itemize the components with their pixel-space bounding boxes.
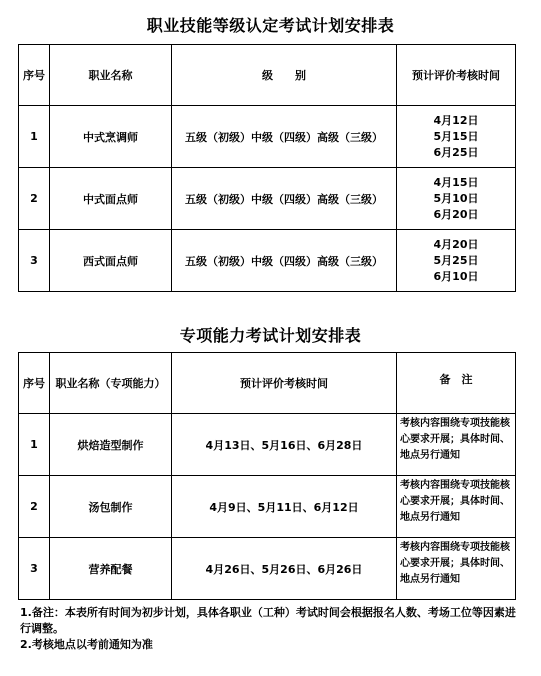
date: 4月12日 [433,113,479,127]
footnotes [20,605,525,653]
table-row [19,106,516,168]
header-no: 序号 [19,45,50,106]
header-name: 职业名称（专项能力） [50,353,172,414]
date: 5月10日 [433,191,479,205]
row-dates [397,106,516,168]
row-no: 1 [19,106,50,168]
date: 6月25日 [433,145,479,159]
special-ability-table [18,352,516,600]
table2-title: 专项能力考试计划安排表 [179,326,362,345]
header-time: 预计评价考核时间 [172,353,397,414]
date: 6月10日 [433,269,479,283]
date: 5月15日 [433,129,479,143]
table-header-row [19,45,516,106]
row-level: 五级（初级）中级（四级）高级（三级） [172,168,397,230]
row-remark: 考核内容围绕专项技能核心要求开展；具体时间、地点另行通知 [397,414,516,476]
row-time: 4月13日、5月16日、6月28日 [172,414,397,476]
header-time: 预计评价考核时间 [397,45,516,106]
row-level: 五级（初级）中级（四级）高级（三级） [172,230,397,292]
skill-level-table [18,44,516,292]
row-remark: 考核内容围绕专项技能核心要求开展；具体时间、地点另行通知 [397,538,516,600]
row-name: 西式面点师 [50,230,172,292]
header-remark: 备 注 [397,353,516,414]
date: 4月20日 [433,237,479,251]
table-row [19,538,516,600]
header-name: 职业名称 [50,45,172,106]
footnote-1: 1.备注：本表所有时间为初步计划，具体各职业（工种）考试时间会根据报名人数、考场工位等因素进行调整。 [20,606,516,635]
date: 5月25日 [433,253,479,267]
header-no: 序号 [19,353,50,414]
row-name: 中式烹调师 [50,106,172,168]
row-remark: 考核内容围绕专项技能核心要求开展；具体时间、地点另行通知 [397,476,516,538]
row-dates [397,230,516,292]
table-row [19,230,516,292]
date: 4月15日 [433,175,479,189]
row-no: 1 [19,414,50,476]
table-row [19,476,516,538]
row-name: 营养配餐 [50,538,172,600]
table-row [19,168,516,230]
row-time: 4月9日、5月11日、6月12日 [172,476,397,538]
row-name: 汤包制作 [50,476,172,538]
row-level: 五级（初级）中级（四级）高级（三级） [172,106,397,168]
row-time: 4月26日、5月26日、6月26日 [172,538,397,600]
row-dates [397,168,516,230]
table-header-row [19,353,516,414]
header-level: 级 别 [172,45,397,106]
row-no: 3 [19,538,50,600]
table1-title: 职业技能等级认定考试计划安排表 [146,16,395,35]
date: 6月20日 [433,207,479,221]
table-row [19,414,516,476]
row-no: 2 [19,168,50,230]
row-no: 3 [19,230,50,292]
footnote-2: 2.考核地点以考前通知为准 [20,638,153,651]
row-no: 2 [19,476,50,538]
row-name: 中式面点师 [50,168,172,230]
row-name: 烘焙造型制作 [50,414,172,476]
